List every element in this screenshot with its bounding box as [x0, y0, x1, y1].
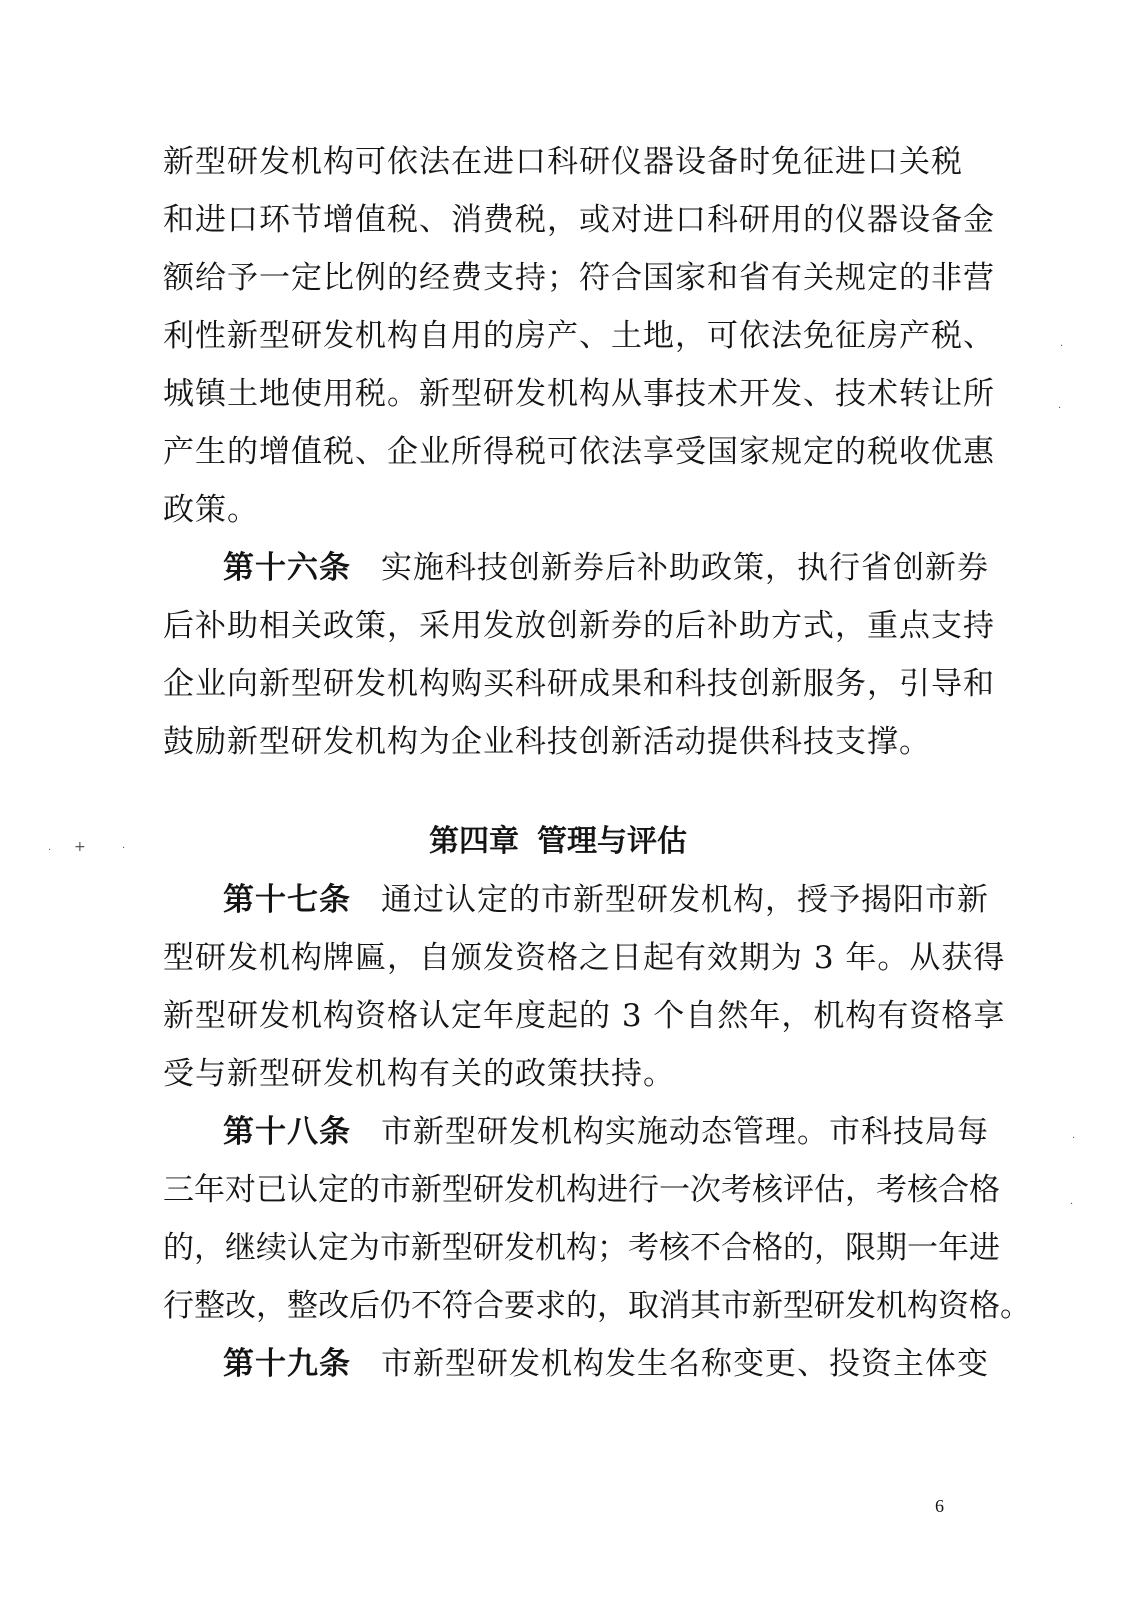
article-16-first-line [223, 548, 989, 588]
body-text-line: 和进口环节增值税、消费税，或对进口科研用的仪器设备金 [163, 202, 995, 238]
body-text-line: 受与新型研发机构有关的政策扶持。 [163, 1056, 675, 1092]
chapter-heading [163, 822, 953, 862]
article-text: 市新型研发机构实施动态管理。市科技局每 [381, 1114, 989, 1150]
body-text-line: 额给予一定比例的经费支持；符合国家和省有关规定的非营 [163, 260, 995, 296]
body-text-line: 产生的增值税、企业所得税可依法享受国家规定的税收优惠 [163, 434, 995, 470]
body-text-line: 新型研发机构可依法在进口科研仪器设备时免征进口关税 [163, 144, 963, 180]
article-text: 实施科技创新券后补助政策，执行省创新券 [381, 550, 989, 586]
body-text-line: 后补助相关政策，采用发放创新券的后补助方式，重点支持 [163, 608, 995, 644]
scan-speck: · [1058, 403, 1062, 414]
scan-speck: · [48, 845, 52, 856]
article-number: 第十六条 [223, 550, 351, 586]
article-17-first-line [223, 880, 989, 920]
chapter-number: 第四章 [429, 824, 519, 859]
body-text-line: 政策。 [163, 492, 259, 528]
body-text-line: 三年对已认定的市新型研发机构进行一次考核评估，考核合格 [163, 1172, 1000, 1208]
body-text-line: 型研发机构牌匾，自颁发资格之日起有效期为 3 年。从获得 [163, 940, 1006, 976]
article-text: 市新型研发机构发生名称变更、投资主体变 [381, 1346, 989, 1382]
page-number: 6 [935, 1496, 944, 1516]
scan-speck: + [74, 839, 86, 855]
article-number: 第十九条 [223, 1346, 351, 1382]
body-text-line: 行整改，整改后仍不符合要求的，取消其市新型研发机构资格。 [163, 1288, 1031, 1324]
scan-speck: · [1070, 1199, 1074, 1210]
chapter-title: 管理与评估 [537, 824, 687, 859]
body-text-line: 利性新型研发机构自用的房产、土地，可依法免征房产税、 [163, 318, 995, 354]
body-text-line: 企业向新型研发机构购买科研成果和科技创新服务，引导和 [163, 666, 995, 702]
article-number: 第十八条 [223, 1114, 351, 1150]
body-text-line: 新型研发机构资格认定年度起的 3 个自然年，机构有资格享 [163, 998, 1006, 1034]
article-18-first-line [223, 1112, 989, 1152]
body-text-line: 鼓励新型研发机构为企业科技创新活动提供科技支撑。 [163, 724, 931, 760]
scan-speck: · [1072, 1133, 1076, 1144]
scan-speck: · [1060, 341, 1064, 352]
body-text-line: 城镇土地使用税。新型研发机构从事技术开发、技术转让所 [163, 376, 995, 412]
article-number: 第十七条 [223, 882, 351, 918]
article-text: 通过认定的市新型研发机构，授予揭阳市新 [381, 882, 989, 918]
scan-speck: · [122, 843, 126, 854]
article-19-first-line [223, 1344, 989, 1384]
body-text-line: 的，继续认定为市新型研发机构；考核不合格的，限期一年进 [163, 1230, 1000, 1266]
